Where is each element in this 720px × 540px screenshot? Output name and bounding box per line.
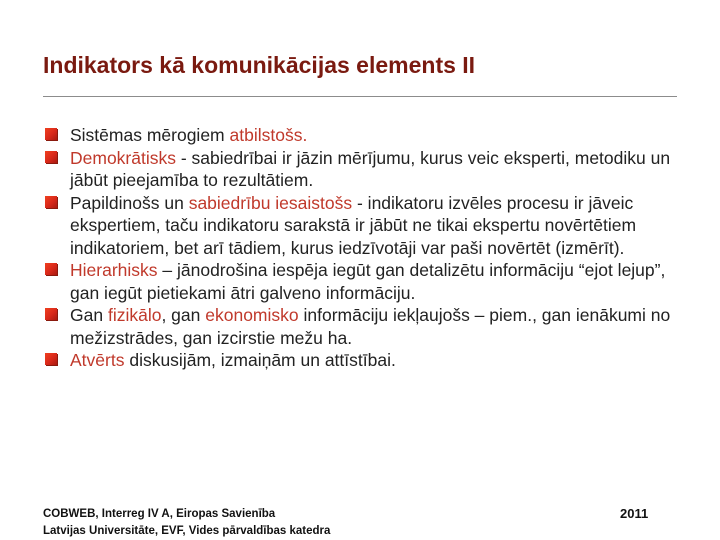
bullet-item bbox=[43, 259, 673, 304]
footer-line-project: COBWEB, Interreg IV A, Eiropas Savienība bbox=[43, 508, 276, 520]
bullet-keyword: sabiedrību iesaistošs bbox=[188, 192, 353, 213]
bullet-item bbox=[43, 124, 673, 147]
red-square-bullet-icon bbox=[45, 353, 57, 365]
footer-line-institution: Latvijas Universitāte, EVF, Vides pārvaldības katedra bbox=[43, 525, 331, 537]
red-square-bullet-icon bbox=[45, 308, 57, 320]
slide-title: Indikators kā komunikācijas elements II bbox=[43, 52, 476, 78]
bullet-text: informāciju iekļaujošs – piem., gan ienākumi no mežizstrādes, gan izcirstie mežu ha. bbox=[70, 305, 671, 348]
bullet-keyword: Atvērts bbox=[70, 350, 125, 370]
bullet-item bbox=[43, 349, 673, 372]
bullet-text: Sistēmas mērogiem bbox=[70, 125, 230, 145]
red-square-bullet-icon bbox=[45, 263, 57, 275]
footer-credits bbox=[43, 506, 330, 540]
bullet-text: – jānodrošina iespēja iegūt gan detalizētu informāciju “ejot lejup”, gan iegūt pietiekami ātri galveno informāciju. bbox=[70, 260, 666, 303]
bullet-text: Papildinošs un bbox=[70, 192, 189, 213]
red-square-bullet-icon bbox=[45, 196, 57, 208]
bullet-item bbox=[43, 192, 673, 260]
bullet-keyword: Demokrātisks bbox=[70, 147, 176, 168]
red-square-bullet-icon bbox=[45, 128, 57, 140]
bullet-item bbox=[43, 304, 673, 349]
bullet-keyword: atbilstošs. bbox=[229, 125, 308, 145]
bullet-keyword: ekonomisko bbox=[205, 305, 299, 325]
footer-year: 2011 bbox=[620, 506, 649, 521]
bullet-keyword: Hierarhisks bbox=[70, 260, 158, 280]
bullet-text: Gan bbox=[70, 305, 108, 325]
bullet-text: - indikatoru izvēles procesu ir jāveic ekspertiem, taču indikatoru sarakstā ir jābūt ne tikai ekspertu novērtētiem indikatoriem, bet arī tādiem, kurus iedzīvotāji var paši novērtēt (izmērīt). bbox=[70, 192, 637, 258]
bullet-text: - sabiedrībai ir jāzin mērījumu, kurus veic eksperti, metodiku un jābūt pieejamība to rezultātiem. bbox=[70, 147, 671, 190]
bullet-item bbox=[43, 147, 673, 192]
title-divider bbox=[43, 96, 677, 97]
bullet-keyword: fizikālo bbox=[107, 305, 162, 325]
bullet-text: , gan bbox=[161, 305, 206, 325]
bullet-text: diskusijām, izmaiņām un attīstībai. bbox=[124, 350, 396, 370]
red-square-bullet-icon bbox=[45, 151, 57, 163]
bullet-list bbox=[43, 124, 673, 372]
